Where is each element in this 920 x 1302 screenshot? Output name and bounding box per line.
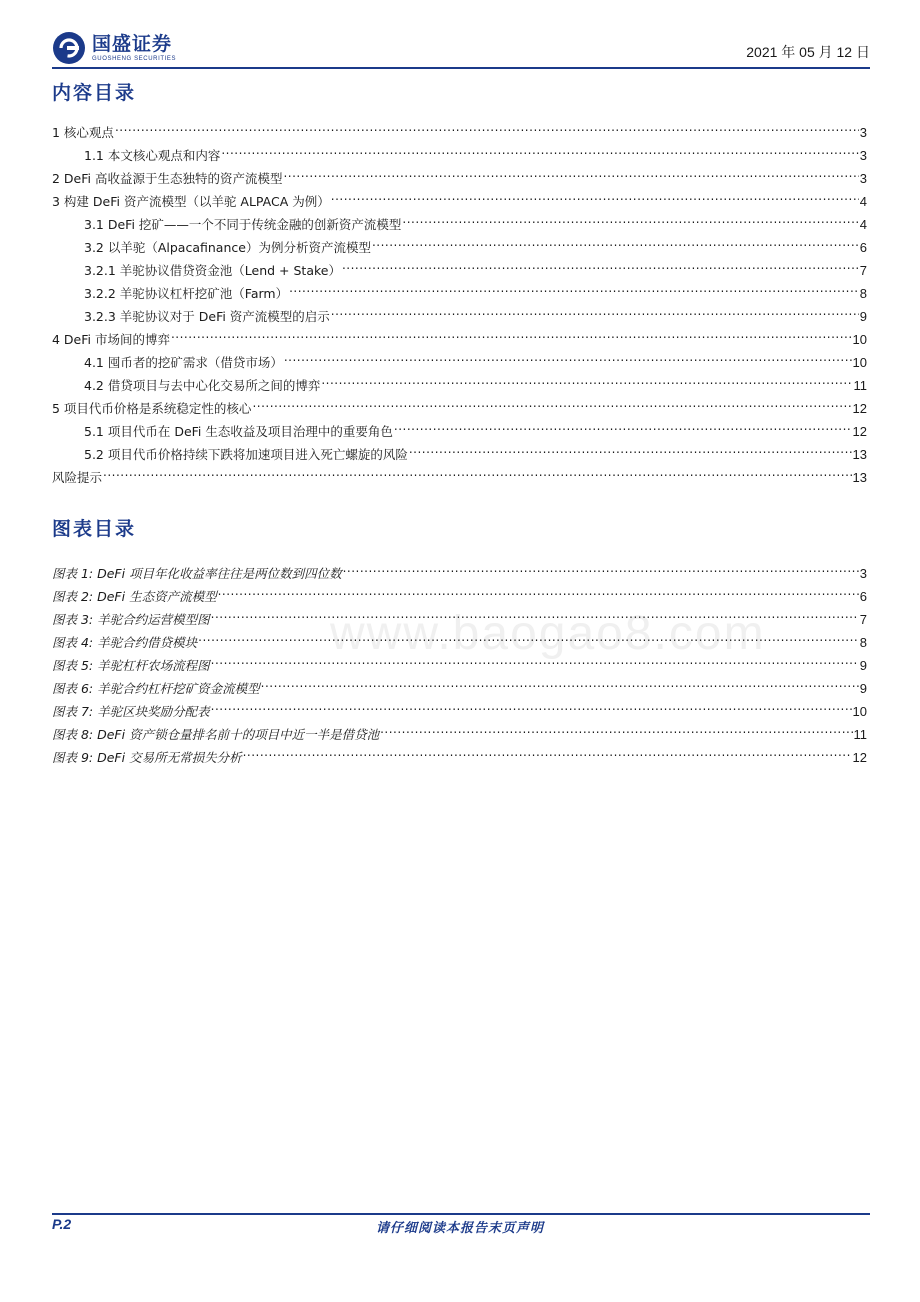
toc-entry[interactable] bbox=[52, 459, 867, 485]
dot-leader bbox=[284, 344, 852, 367]
figure-entry-page: 8 bbox=[859, 635, 867, 650]
figure-entry-page: 12 bbox=[852, 750, 867, 765]
figure-index-list bbox=[52, 555, 867, 765]
toc-entry-page: 10 bbox=[852, 355, 867, 370]
toc-entry-label: 3.2 以羊驼（Alpacafinance）为例分析资产流模型 bbox=[84, 240, 371, 255]
watermark: www.baogao8.com bbox=[330, 607, 766, 660]
dot-leader bbox=[171, 321, 852, 344]
toc-entry-page: 3 bbox=[859, 148, 867, 163]
toc-entry[interactable] bbox=[52, 344, 867, 370]
brand-name: 国盛证券 bbox=[92, 33, 173, 55]
dot-leader bbox=[402, 206, 858, 229]
toc-entry-label: 3.2.2 羊驼协议杠杆挖矿池（Farm） bbox=[84, 286, 289, 301]
toc-list bbox=[52, 114, 867, 485]
toc-entry-page: 12 bbox=[852, 401, 867, 416]
dot-leader bbox=[342, 252, 859, 275]
dot-leader bbox=[221, 137, 858, 160]
figure-entry-label: 图表 7: 羊驼区块奖励分配表 bbox=[52, 704, 210, 719]
toc-entry-label: 5.2 项目代币价格持续下跌将加速项目进入死亡螺旋的风险 bbox=[84, 447, 408, 462]
toc-entry-label: 3.2.1 羊驼协议借贷资金池（Lend + Stake） bbox=[84, 263, 341, 278]
dot-leader bbox=[283, 160, 858, 183]
toc-entry-label: 3.2.3 羊驼协议对于 DeFi 资产流模型的启示 bbox=[84, 309, 330, 324]
dot-leader bbox=[252, 390, 851, 413]
toc-entry-label: 5 项目代币价格是系统稳定性的核心 bbox=[52, 401, 252, 416]
toc-entry-label: 4 DeFi 市场间的博弈 bbox=[52, 332, 170, 347]
figure-entry-label: 图表 9: DeFi 交易所无常损失分析 bbox=[52, 750, 242, 765]
dot-leader bbox=[261, 670, 859, 693]
toc-entry-label: 5.1 项目代币在 DeFi 生态收益及项目治理中的重要角色 bbox=[84, 424, 393, 439]
dot-leader bbox=[198, 624, 859, 647]
toc-entry-page: 8 bbox=[859, 286, 867, 301]
toc-entry-page: 3 bbox=[859, 125, 867, 140]
toc-entry-page: 13 bbox=[852, 470, 867, 485]
figure-entry-page: 9 bbox=[859, 658, 867, 673]
toc-entry-label: 4.1 囤币者的挖矿需求（借贷市场） bbox=[84, 355, 283, 370]
toc-entry-page: 11 bbox=[853, 378, 867, 393]
toc-entry[interactable] bbox=[52, 321, 867, 347]
dot-leader bbox=[409, 436, 852, 459]
dot-leader bbox=[289, 275, 859, 298]
header-divider bbox=[52, 67, 870, 69]
footer-divider bbox=[52, 1213, 870, 1215]
toc-entry-page: 4 bbox=[859, 194, 867, 209]
toc-entry-label: 2 DeFi 高收益源于生态独特的资产流模型 bbox=[52, 171, 283, 186]
figure-entry-label: 图表 4: 羊驼合约借贷模块 bbox=[52, 635, 198, 650]
toc-title: 内容目录 bbox=[52, 82, 137, 104]
figure-entry-page: 11 bbox=[853, 727, 867, 742]
toc-entry-page: 13 bbox=[852, 447, 867, 462]
brand-logo bbox=[52, 28, 176, 68]
toc-entry-page: 7 bbox=[859, 263, 867, 278]
report-date: 2021 年 05 月 12 日 bbox=[746, 44, 870, 60]
figure-entry-label: 图表 1: DeFi 项目年化收益率往往是两位数到四位数 bbox=[52, 566, 342, 581]
figure-entry-label: 图表 2: DeFi 生态资产流模型 bbox=[52, 589, 217, 604]
toc-entry[interactable] bbox=[52, 137, 867, 163]
toc-entry-label: 1 核心观点 bbox=[52, 125, 114, 140]
dot-leader bbox=[343, 555, 859, 578]
dot-leader bbox=[380, 716, 852, 739]
dot-leader bbox=[218, 578, 859, 601]
toc-entry-label: 风险提示 bbox=[52, 470, 103, 485]
toc-entry-label: 3 构建 DeFi 资产流模型（以羊驼 ALPACA 为例） bbox=[52, 194, 330, 209]
dot-leader bbox=[103, 459, 852, 482]
figure-entry-label: 图表 5: 羊驼杠杆农场流程图 bbox=[52, 658, 210, 673]
toc-entry-label: 1.1 本文核心观点和内容 bbox=[84, 148, 221, 163]
toc-entry-page: 3 bbox=[859, 171, 867, 186]
guosheng-logo-icon bbox=[52, 31, 86, 65]
dot-leader bbox=[331, 183, 859, 206]
toc-entry-page: 10 bbox=[852, 332, 867, 347]
dot-leader bbox=[211, 647, 859, 670]
toc-entry-label: 4.2 借贷项目与去中心化交易所之间的博弈 bbox=[84, 378, 321, 393]
figure-entry-label: 图表 6: 羊驼合约杠杆挖矿资金流模型 bbox=[52, 681, 260, 696]
footer-page-number: P.2 bbox=[52, 1216, 72, 1232]
dot-leader bbox=[372, 229, 859, 252]
dot-leader bbox=[394, 413, 852, 436]
figure-entry-page: 3 bbox=[859, 566, 867, 581]
footer-disclaimer-note: 请仔细阅读本报告末页声明 bbox=[375, 1221, 544, 1236]
brand-subtitle: GUOSHENG SECURITIES bbox=[92, 56, 177, 62]
toc-entry-page: 6 bbox=[859, 240, 867, 255]
figure-entry-label: 图表 8: DeFi 资产锁仓量排名前十的项目中近一半是借贷池 bbox=[52, 727, 380, 742]
toc-entry-page: 9 bbox=[859, 309, 867, 324]
dot-leader bbox=[115, 114, 859, 137]
dot-leader bbox=[331, 298, 859, 321]
toc-entry-label: 3.1 DeFi 挖矿——一个不同于传统金融的创新资产流模型 bbox=[84, 217, 402, 232]
figure-entry-page: 7 bbox=[859, 612, 867, 627]
figure-entry-page: 10 bbox=[852, 704, 867, 719]
dot-leader bbox=[243, 739, 852, 762]
toc-entry-page: 12 bbox=[852, 424, 867, 439]
figure-entry-page: 6 bbox=[859, 589, 867, 604]
figure-index-entry[interactable] bbox=[52, 555, 867, 581]
figure-entry-label: 图表 3: 羊驼合约运营模型图 bbox=[52, 612, 210, 627]
toc-entry[interactable] bbox=[52, 114, 867, 140]
dot-leader bbox=[321, 367, 852, 390]
figure-index-title: 图表目录 bbox=[52, 518, 137, 540]
dot-leader bbox=[211, 601, 859, 624]
figure-entry-page: 9 bbox=[859, 681, 867, 696]
page-header bbox=[52, 28, 870, 68]
dot-leader bbox=[211, 693, 852, 716]
toc-entry-page: 4 bbox=[859, 217, 867, 232]
